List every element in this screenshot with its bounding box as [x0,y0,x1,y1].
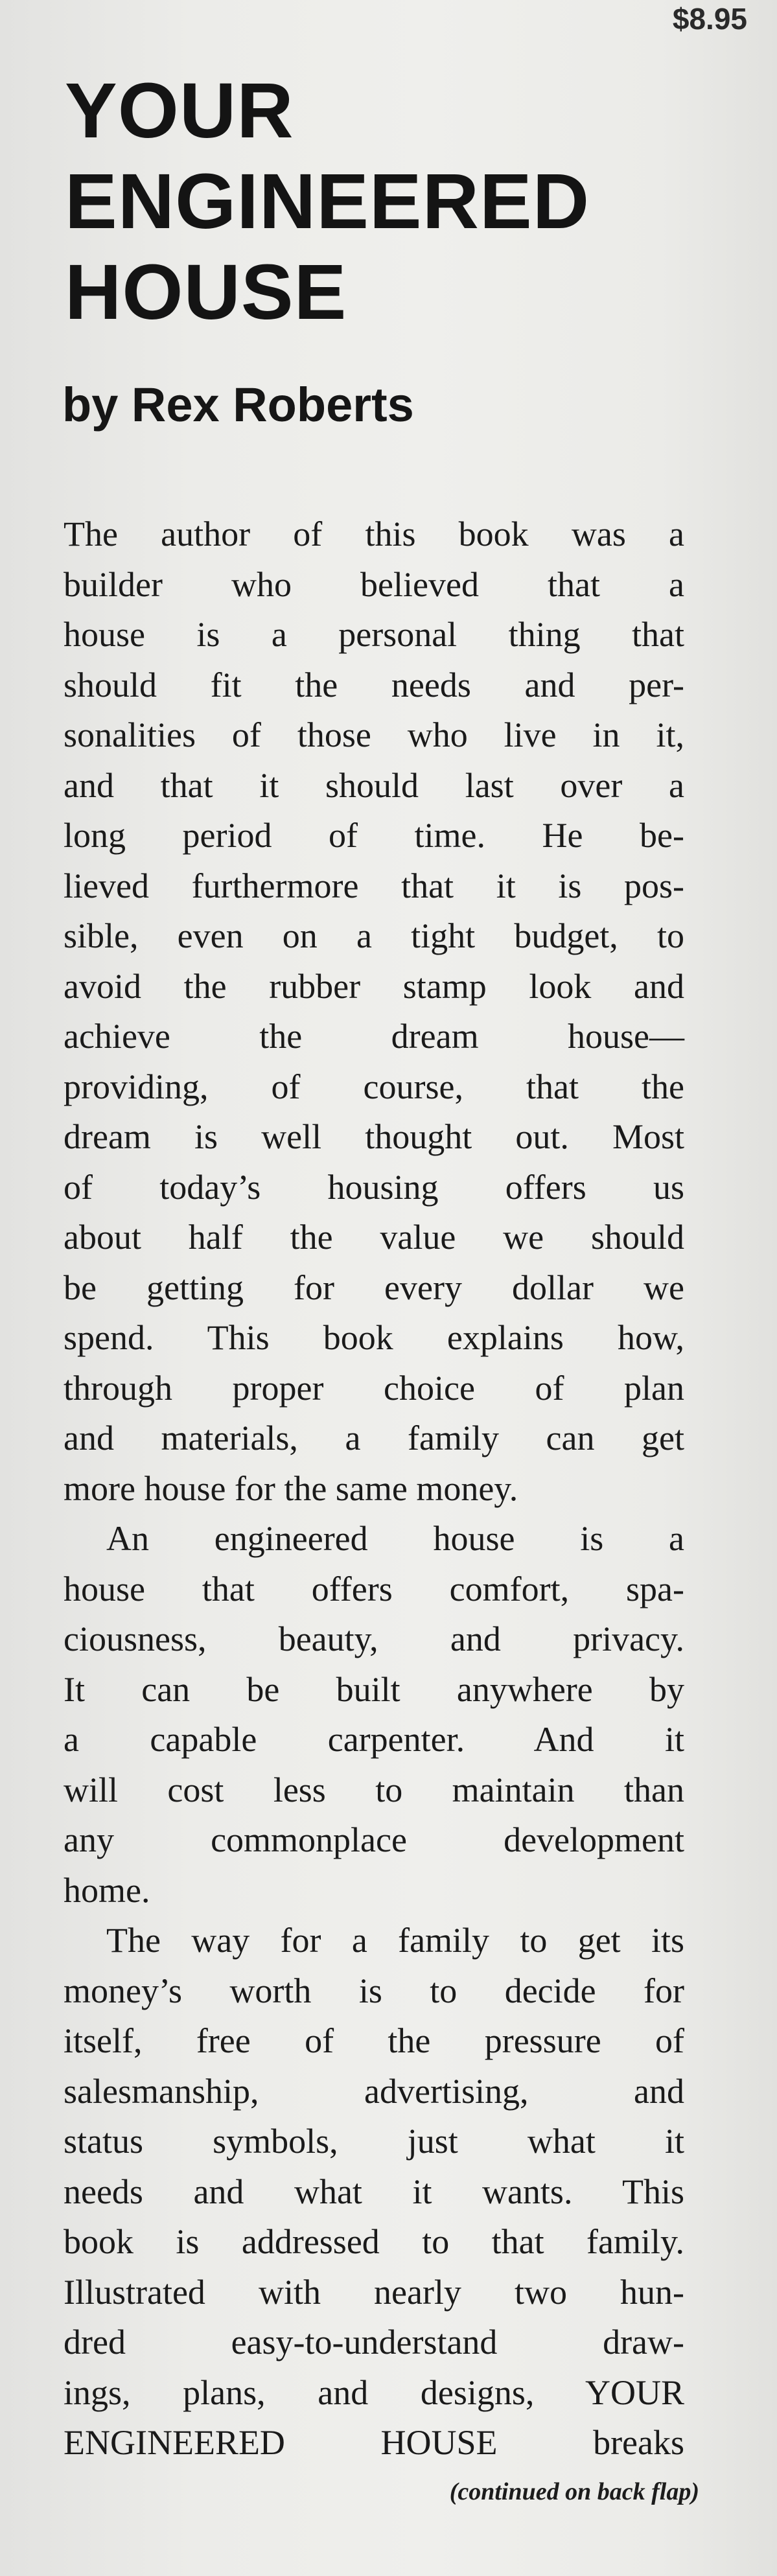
body-line: should fit the needs and per- [64,665,684,704]
continued-note: (continued on back flap) [449,2478,699,2505]
body-line: lieved furthermore that it is pos- [64,866,684,905]
body-line: achieve the dream house— [64,1017,684,1056]
body-line: house is a personal thing that [64,615,684,654]
body-line: The author of this book was a [64,515,684,553]
body-line: ENGINEERED HOUSE breaks [64,2423,684,2462]
body-line: status symbols, just what it [64,2122,684,2161]
body-line: be getting for every dollar we [64,1268,684,1307]
title-line: ENGINEERED [65,157,590,245]
body-line: house that offers comfort, spa- [64,1569,684,1608]
body-line: It can be built anywhere by [64,1669,684,1709]
body-line: ings, plans, and designs, YOUR [64,2373,684,2412]
body-line: ciousness, beauty, and privacy. [64,1619,684,1658]
body-line: long period of time. He be- [64,816,684,855]
body-line: dream is well thought out. Most [64,1117,684,1156]
body-line: Illustrated with nearly two hun- [64,2272,684,2312]
body-line: salesmanship, advertising, and [64,2071,684,2111]
body-line: money’s worth is to decide for [64,1971,684,2010]
body-line: more house for the same money. [64,1468,518,1508]
body-line: home. [64,1870,150,1910]
body-line: any commonplace development [64,1820,684,1859]
body-line: about half the value we should [64,1218,684,1257]
flap-description [64,509,684,2468]
title-line: HOUSE [65,248,347,336]
body-line: sonalities of those who live in it, [64,715,684,754]
body-line: needs and what it wants. This [64,2172,684,2211]
body-line: An engineered house is a [106,1519,684,1558]
body-line: The way for a family to get its [106,1921,684,1960]
body-line: through proper choice of plan [64,1368,684,1408]
body-line: dred easy-to-understand draw- [64,2323,684,2361]
body-line: book is addressed to that family. [64,2222,684,2261]
body-line: itself, free of the pressure of [64,2021,684,2060]
body-line: and materials, a family can get [64,1419,684,1457]
body-line: a capable carpenter. And it [64,1720,684,1759]
body-line: and that it should last over a [64,765,684,805]
book-title [65,65,713,337]
body-line: sible, even on a tight budget, to [64,916,684,955]
title-line: YOUR [65,66,294,154]
body-line: builder who believed that a [64,564,684,604]
body-line: spend. This book explains how, [64,1318,684,1357]
body-line: will cost less to maintain than [64,1770,684,1809]
author-byline: by Rex Roberts [62,378,414,432]
body-line: of today’s housing offers us [64,1167,684,1207]
body-line: providing, of course, that the [64,1067,684,1106]
body-line: avoid the rubber stamp look and [64,966,684,1006]
price-label: $8.95 [672,2,747,36]
